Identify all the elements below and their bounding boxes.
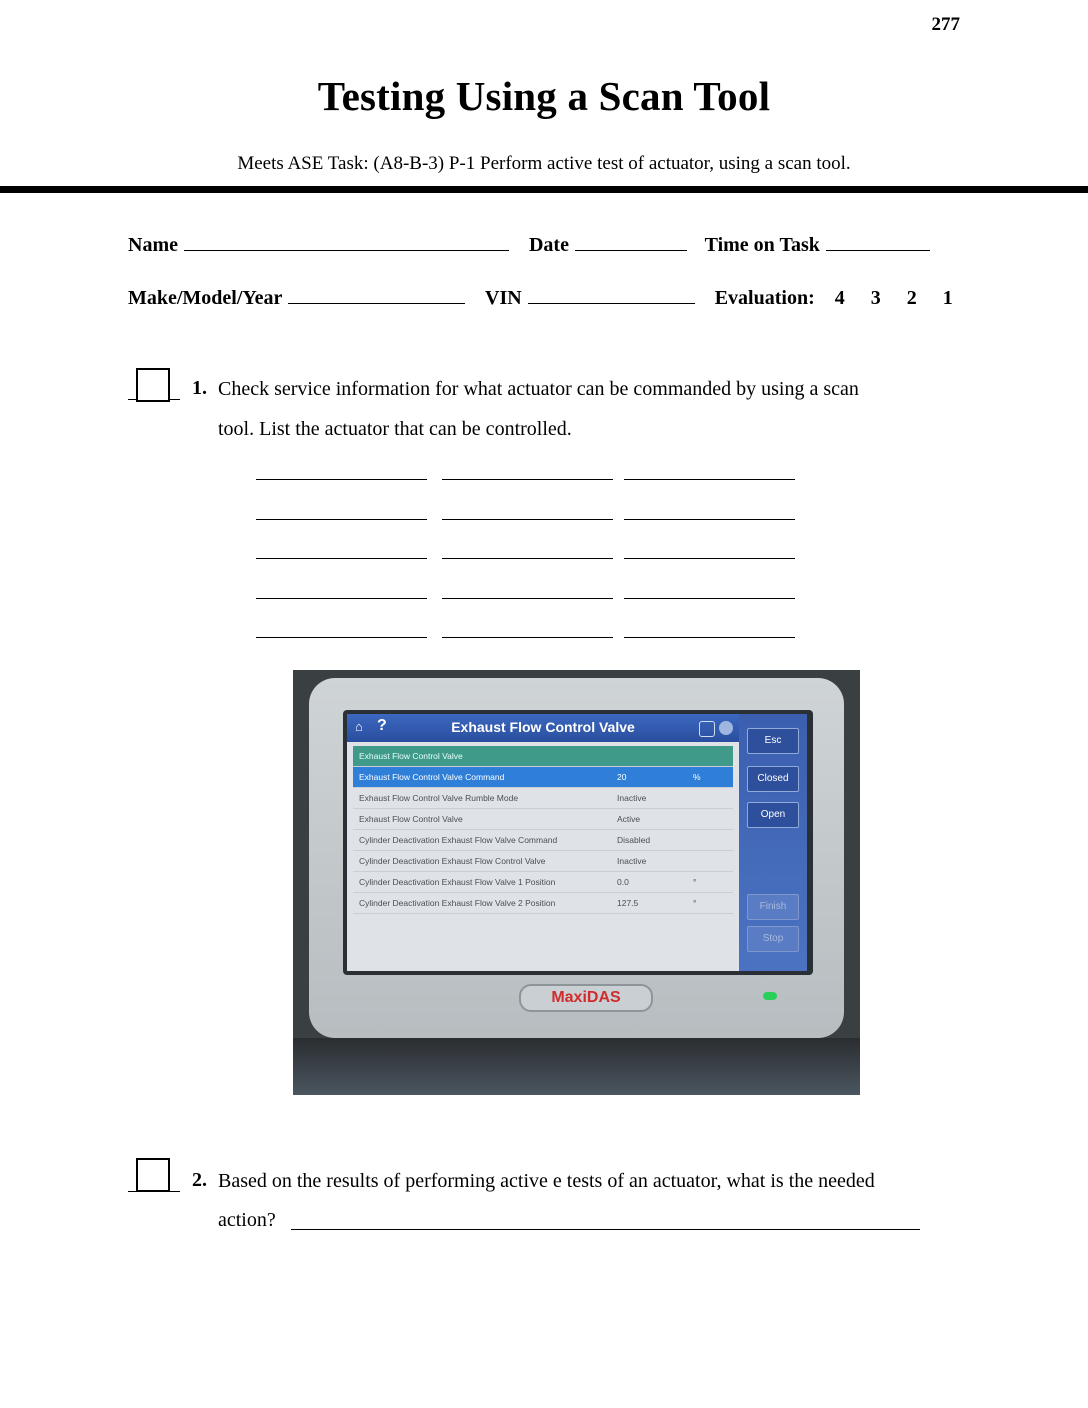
date-field[interactable]	[575, 232, 687, 251]
evaluation-score-3[interactable]: 3	[870, 287, 881, 309]
page-number: 277	[931, 14, 960, 35]
table-row	[353, 893, 733, 914]
page-title: Testing Using a Scan Tool	[317, 73, 771, 119]
make-model-year-field[interactable]	[288, 285, 465, 304]
printer-icon	[699, 721, 715, 737]
answer-blank[interactable]	[442, 598, 613, 599]
row-value: Inactive	[617, 856, 647, 866]
brand-logo: MaxiDAS	[519, 984, 653, 1012]
answer-blank[interactable]	[624, 637, 795, 638]
vin-field[interactable]	[528, 285, 695, 304]
table-row	[353, 851, 733, 872]
q1-text-line1: Check service information for what actuator can be commanded by using a scan	[218, 378, 859, 400]
row-label: Exhaust Flow Control Valve	[359, 814, 463, 824]
vin-label: VIN	[485, 287, 522, 309]
q1-number: 1.	[192, 377, 207, 399]
name-label: Name	[128, 234, 178, 256]
q1-text-line2: tool. List the actuator that can be controlled.	[218, 418, 572, 440]
screen-side-panel	[739, 714, 807, 971]
esc-button[interactable]: Esc	[747, 728, 799, 754]
table-row	[353, 746, 733, 767]
closed-button[interactable]: Closed	[747, 766, 799, 792]
answer-blank[interactable]	[442, 519, 613, 520]
q2-text-line1: Based on the results of performing active e tests of an actuator, what is the needed	[218, 1170, 875, 1192]
answer-blank[interactable]	[624, 598, 795, 599]
date-label: Date	[528, 234, 569, 256]
answer-blank[interactable]	[442, 558, 613, 559]
make-model-year-label: Make/Model/Year	[128, 287, 283, 309]
row-value: Active	[617, 814, 641, 824]
screen-header	[347, 714, 739, 742]
home-icon: ⌂	[355, 719, 363, 734]
answer-blank[interactable]	[624, 519, 795, 520]
row-unit: °	[693, 877, 697, 887]
q2-checkbox[interactable]	[136, 1158, 170, 1192]
evaluation-label: Evaluation:	[714, 287, 815, 309]
name-field[interactable]	[184, 232, 509, 251]
table-row	[353, 872, 733, 893]
answer-blank[interactable]	[256, 637, 427, 638]
answer-blank[interactable]	[624, 479, 795, 480]
finish-button[interactable]: Finish	[747, 894, 799, 920]
answer-blank[interactable]	[442, 637, 613, 638]
data-table	[353, 746, 733, 914]
q1-checkbox[interactable]	[136, 368, 170, 402]
table-row	[353, 767, 733, 788]
time-on-task-field[interactable]	[826, 232, 930, 251]
answer-blank[interactable]	[442, 479, 613, 480]
table-row	[353, 809, 733, 830]
row-unit: °	[693, 898, 697, 908]
time-on-task-label: Time on Task	[704, 234, 820, 256]
screen-title: Exhaust Flow Control Valve	[451, 719, 635, 735]
row-label: Cylinder Deactivation Exhaust Flow Valve 1 Position	[359, 877, 556, 887]
q2-number: 2.	[192, 1169, 207, 1191]
row-value: 127.5	[617, 898, 639, 908]
settings-icon	[719, 721, 733, 735]
table-row	[353, 788, 733, 809]
row-label: Exhaust Flow Control Valve Command	[359, 772, 505, 782]
answer-blank[interactable]	[256, 558, 427, 559]
task-subtitle: Meets ASE Task: (A8-B-3) P-1 Perform active test of actuator, using a scan tool.	[237, 153, 851, 174]
power-led-icon	[763, 992, 777, 1000]
open-button[interactable]: Open	[747, 802, 799, 828]
row-value: Disabled	[617, 835, 651, 845]
row-label: Exhaust Flow Control Valve	[359, 751, 463, 761]
stop-button[interactable]: Stop	[747, 926, 799, 952]
info-row-2	[128, 285, 953, 310]
scan-tool-photo	[293, 670, 860, 1095]
photo-background	[293, 1038, 860, 1095]
evaluation-score-4[interactable]: 4	[834, 287, 845, 309]
row-label: Cylinder Deactivation Exhaust Flow Valve 2 Position	[359, 898, 556, 908]
evaluation-score-1[interactable]: 1	[942, 287, 953, 309]
row-unit: %	[693, 772, 701, 782]
evaluation-score-2[interactable]: 2	[906, 287, 917, 309]
info-row-1	[128, 232, 936, 257]
row-value: 0.0	[617, 877, 629, 887]
answer-blank[interactable]	[256, 519, 427, 520]
answer-blank[interactable]	[624, 558, 795, 559]
row-label: Cylinder Deactivation Exhaust Flow Valve Command	[359, 835, 558, 845]
scan-tool-screen	[347, 714, 807, 971]
answer-blank[interactable]	[256, 479, 427, 480]
q2-text-line2: action?	[218, 1209, 276, 1231]
row-label: Exhaust Flow Control Valve Rumble Mode	[359, 793, 519, 803]
answer-blank[interactable]	[256, 598, 427, 599]
header-rule	[0, 186, 1088, 193]
row-label: Cylinder Deactivation Exhaust Flow Control Valve	[359, 856, 546, 866]
q2-answer-field[interactable]	[291, 1229, 920, 1230]
row-value: 20	[617, 772, 627, 782]
table-row	[353, 830, 733, 851]
help-icon: ?	[377, 717, 387, 734]
row-value: Inactive	[617, 793, 647, 803]
